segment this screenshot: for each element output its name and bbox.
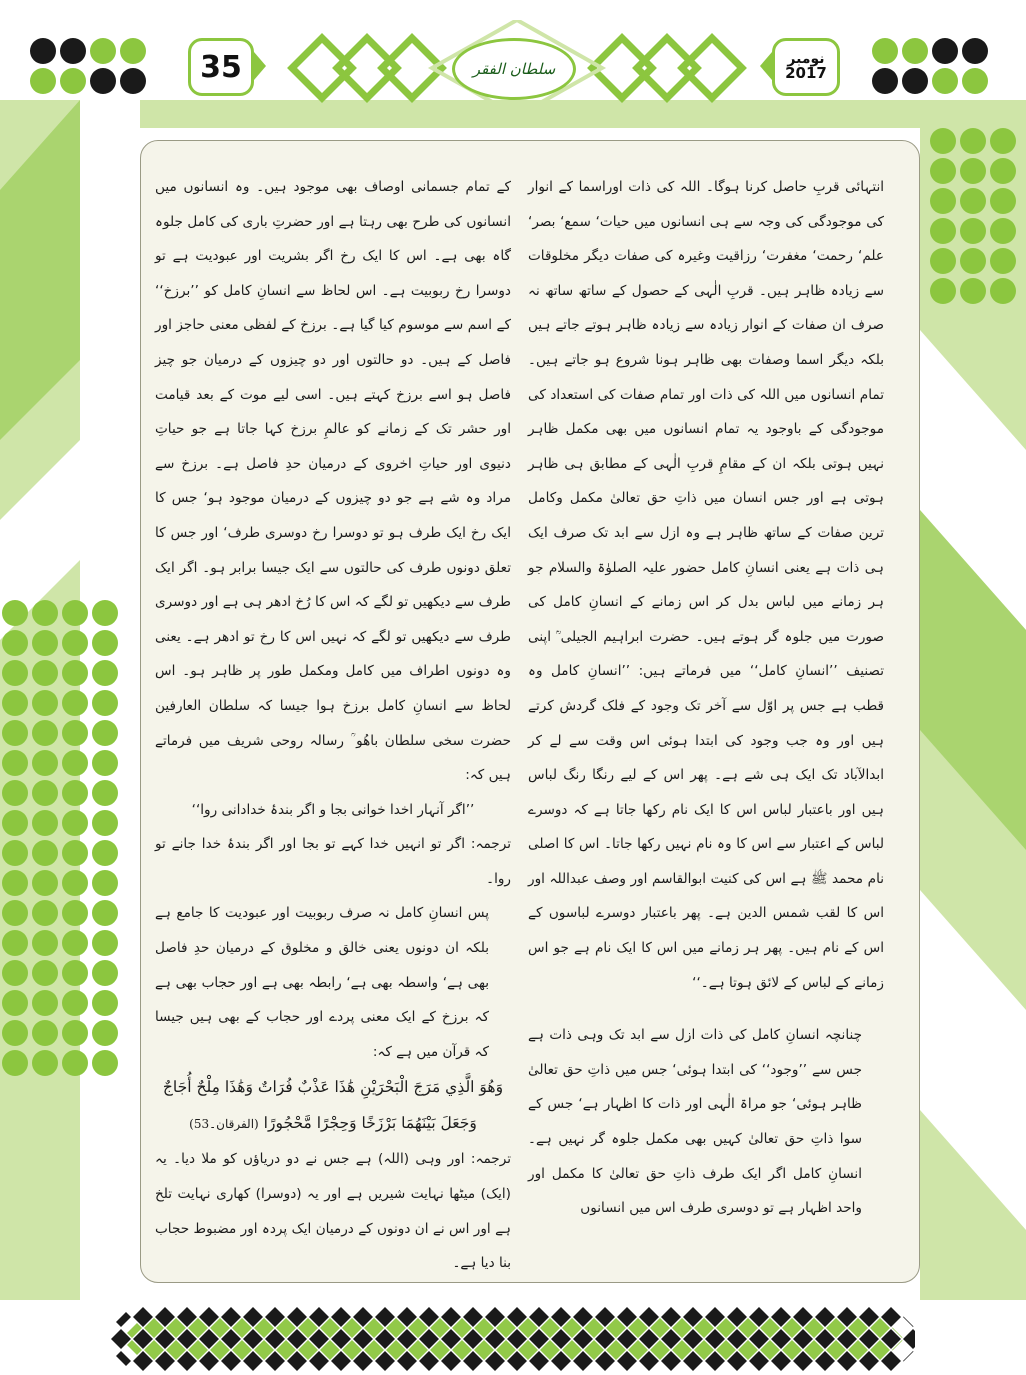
paragraph: انتہائی قربِ حاصل کرنا ہوگا۔ اللہ کی ذات اوراسما کے انوار کی موجودگی کی وجہ سے ہی انسانوں میں حیات‘ سمع‘ بصر‘ علم‘ رحمت‘ مغفرت‘ رزاقیت وغیرہ کی صفات دیگر مخلوقات سے زیادہ ظاہر ہیں۔ قربِ الٰہی کے حصول کے ساتھ ساتھ نہ صرف ان صفات کے انوار زیادہ سے زیادہ ظاہر ہوتے جاتے ہیں بلکہ دیگر اسما وصفات بھی ظاہر ہونا شروع ہو جاتے ہیں۔ تمام انسانوں میں اللہ کی ذات اور تمام صفات کی استعداد کی موجودگی کے باوجود یہ تمام انسانوں میں بھی مکمل ظاہر نہیں ہوتی بلکہ ان کے مقامِ قربِ الٰہی کے مطابق ہی ظاہر ہوتی ہے اور جس انسان میں ذاتِ حق تعالیٰ مکمل وکامل ترین صفات کے ساتھ ظاہر ہے وہ ازل سے ابد تک صرف ایک ہی ذات ہے یعنی انسانِ کامل حضور علیہ الصلوٰۃ والسلام جو ہر زمانے میں لباس بدل کر اس زمانے کے انسانِ کامل کی صورت میں جلوہ گر ہوتے ہیں۔ حضرت ابراہیم الجیلی ؒ اپنی تصنیف ’’انسانِ کامل‘‘ میں فرماتے ہیں: ’’انسانِ کامل وہ قطب ہے جس پر اوّل سے آخر تک وجود کے فلک گردش کرتے ہیں اور وہ جب وجود کی ابتدا ہوئی اس وقت سے لے کر ابدالآباد تک ایک ہی شے ہے۔ پھر اس کے لیے رنگا رنگ لباس ہیں اور باعتبار لباس اس کا ایک نام رکھا جاتا ہے کہ دوسرے لباس کے اعتبار سے اس کا وہ نام نہیں رکھا جاتا۔ اس کا اصلی نام محمد ﷺ ہے اس کی کنیت ابوالقاسم اور وصف عبداللہ اور اس کا لقب شمس الدین ہے۔ پھر باعتبار دوسرے لباسوں کے اس کے نام ہیں۔ پھر ہر زمانے میں اس کا ایک نام ہے جو اس زمانے کے لباس کے لائق ہوتا ہے۔‘‘ — [528, 179, 884, 991]
issue-date — [772, 38, 840, 96]
issue-year: 2017 — [785, 64, 827, 83]
paragraph: پس انسانِ کامل نہ صرف ربوبیت اور عبودیت کا جامع ہے بلکہ ان دونوں یعنی خالق و مخلوق کے درمیان حدِ فاصل بھی ہے‘ واسطہ بھی ہے‘ رابطہ بھی ہے اور حجاب بھی ہے کہ برزخ کے ایک معنی پردے اور حجاب کے بھی ہیں جیسا کہ قرآن میں ہے کہ: — [155, 905, 489, 1060]
quran-ayah-text: وَهُوَ الَّذِي مَرَجَ الْبَحْرَيْنِ هَٰذَا عَذْبٌ فُرَاتٌ وَهَٰذَا مِلْحٌ أُجَاجٌ وَجَعَلَ بَيْنَهُمَا بَرْزَخًا وَحِجْرًا مَّحْجُورًا — [162, 1078, 504, 1133]
left-dot-column — [2, 600, 118, 1076]
issue-month: نومبر — [787, 50, 825, 67]
ayah-reference: (الفرقان۔53) — [189, 1117, 259, 1132]
ayah-translation: ترجمہ: اور وہی (اللہ) ہے جس نے دو دریاؤں کو ملا دیا۔ یہ (ایک) میٹھا نہایت شیریں ہے اور یہ (دوسرا) کھاری نہایت تلخ ہے اور اس نے ان دونوں کے درمیان ایک پردہ اور مضبوط حجاب بنا دیا ہے۔ — [155, 1151, 511, 1272]
top-left-dot-cluster — [30, 38, 146, 94]
page-number-tab-decoration — [254, 52, 266, 80]
persian-verse: ’’اگر آنہار اخدا خوانی بجا و اگر بندۂ خدادانی روا‘‘ — [191, 801, 475, 818]
right-dot-column-top — [930, 128, 1016, 304]
article-column-right — [528, 170, 884, 1226]
right-diagonal-shapes — [920, 330, 1026, 1230]
magazine-logo: سلطان الفقر — [452, 38, 576, 100]
quran-ayah — [155, 1069, 511, 1142]
bottom-diamond-border — [110, 1306, 915, 1372]
verse-translation: ترجمہ: اگر تو انہیں خدا کہے تو بجا اور اگر بندۂ خدا جانے تو روا۔ — [155, 836, 511, 887]
paragraph: کے تمام جسمانی اوصاف بھی موجود ہیں۔ وہ انسانوں میں انسانوں کی طرح بھی رہتا ہے اور حضرتِ باری کی کامل جلوہ گاہ بھی ہے۔ اس کا ایک رخ اگر بشریت اور عبودیت ہے تو دوسرا رخ ربوبیت ہے۔ اس لحاظ سے انسانِ کامل کو ’’برزخ‘‘ کے اسم سے موسوم کیا گیا ہے۔ برزخ کے لفظی معنی حاجز اور فاصل کے ہیں۔ دو حالتوں اور دو چیزوں کے درمیان جو چیز فاصل ہو اسے برزخ کہتے ہیں۔ اسی لیے موت کے بعد قیامت اور حشر تک کے زمانے کو عالمِ برزخ کہا جاتا ہے جو حیاتِ دنیوی اور حیاتِ اخروی کے درمیان حدِ فاصل ہے۔ برزخ سے مراد وہ شے ہے جو دو چیزوں کے درمیان موجود ہو‘ جس کا ایک رخ ایک طرف ہو تو دوسرا رخ دوسری طرف‘ اور جس کا تعلق دونوں طرف کی حالتوں سے ایک جیسا برابر ہو۔ اگر ایک طرف سے دیکھیں تو لگے کہ اس کا رُخ ادھر ہی ہے اور دوسری طرف سے دیکھیں تو لگے کہ نہیں اس کا رخ تو ادھر ہے۔ یعنی وہ دونوں اطراف میں کامل ومکمل طور پر ظاہر ہو۔ اس لحاظ سے انسانِ کامل برزخ ہوا جیسا کہ سلطان العارفین حضرت سخی سلطان باھُو ؒ رسالہ روحی شریف میں فرماتے ہیں کہ: — [155, 179, 511, 784]
date-tab-decoration — [760, 52, 772, 80]
page-number: 35 — [188, 38, 254, 96]
top-right-dot-cluster — [872, 38, 988, 94]
article-column-left — [155, 170, 511, 1281]
paragraph: چنانچہ انسانِ کامل کی ذات ازل سے ابد تک وہی ذات ہے جس سے ’’وجود‘‘ کی ابتدا ہوئی‘ جس میں ذاتِ حق تعالیٰ ظاہر ہوئی‘ جو مراۃ الٰہی اور ذات کا اظہار ہے‘ جس کے سوا ذاتِ حق تعالیٰ کہیں بھی مکمل جلوہ گر نہیں ہے۔ انسانِ کامل اگر ایک طرف ذاتِ حق تعالیٰ کا مکمل اور واحد اظہار ہے تو دوسری طرف اس میں انسانوں — [528, 1027, 862, 1217]
